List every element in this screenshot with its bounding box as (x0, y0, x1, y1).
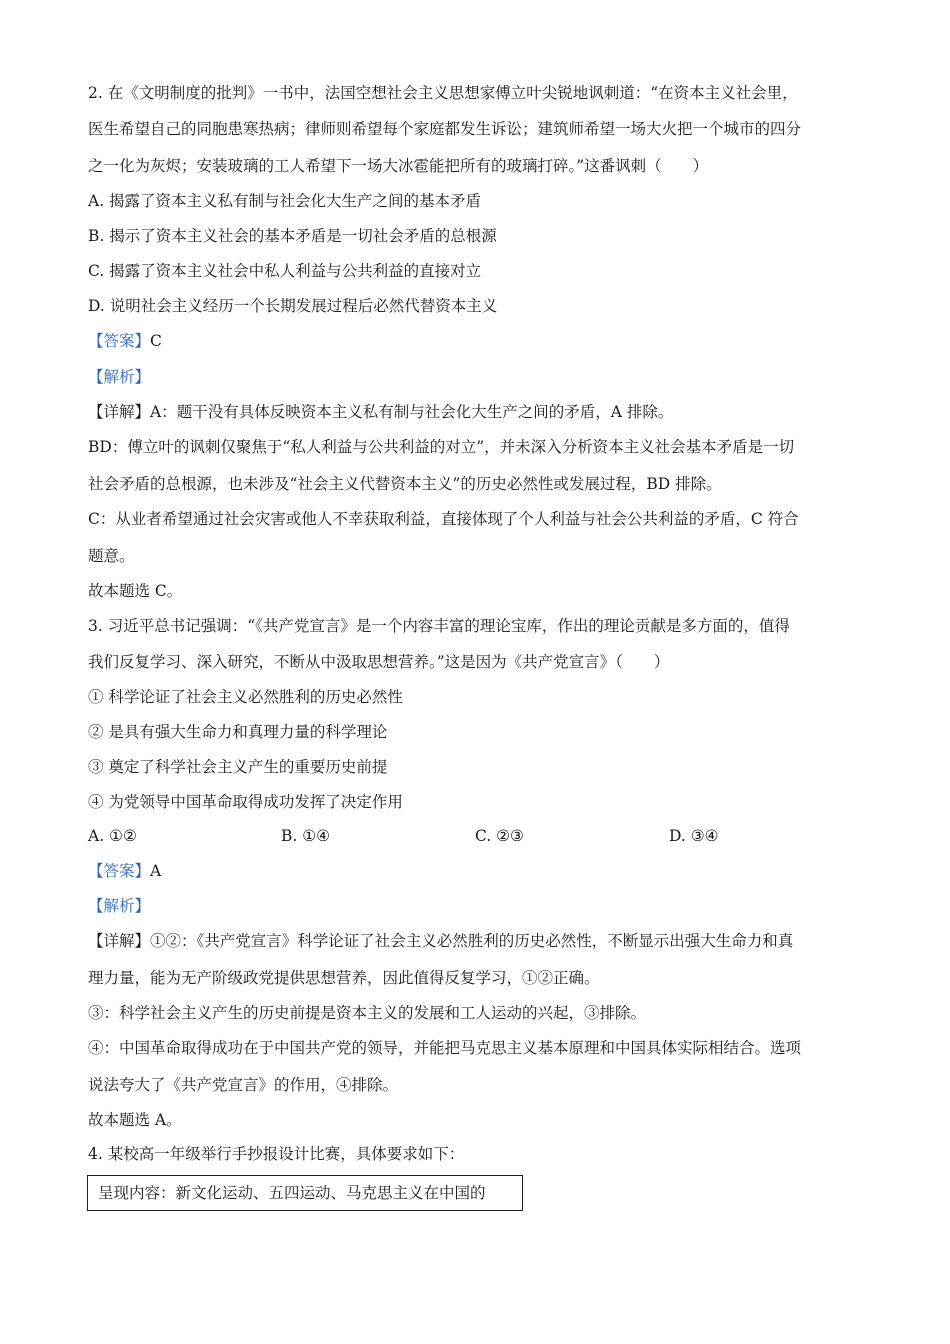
q4-box-text: 呈现内容：新文化运动、五四运动、马克思主义在中国的 (98, 1184, 486, 1202)
q2-stem-line-3: 之一化为灰烬；安装玻璃的工人希望下一场大冰雹能把所有的玻璃打碎。”这番讽刺（ ） (88, 157, 709, 175)
q4-requirements-box (87, 1175, 523, 1211)
q2-detail-line-4: C：从业者希望通过社会灾害或他人不幸获取利益，直接体现了个人利益与社会公共利益的矛盾，C 符合 (88, 510, 799, 528)
q2-stem-line-2: 医生希望自己的同胞患寒热病；律师则希望每个家庭都发生诉讼；建筑师希望一场大火把一个城市的四分 (88, 120, 802, 138)
q2-stem-line-1: 2. 在《文明制度的批判》一书中，法国空想社会主义思想家傅立叶尖锐地讽刺道：“在资本主义社会里， (88, 84, 798, 102)
q2-answer (88, 331, 162, 351)
detail-tag: 【详解】 (88, 932, 151, 950)
q3-stem-line-2: 我们反复学习、深入研究，不断从中汲取思想营养。”这是因为《共产党宣言》（ ） (88, 653, 670, 671)
q2-detail-line-3: 社会矛盾的总根源，也未涉及“社会主义代替资本主义”的历史必然性或发展过程，BD 排除。 (88, 475, 722, 493)
q2-detail-line-2: BD：傅立叶的讽刺仅聚焦于“私人利益与公共利益的对立”，并未深入分析资本主义社会基本矛盾是一切 (88, 438, 795, 456)
q3-choice-d: D. ③④ (669, 827, 719, 845)
q3-choice-a: A. ①② (88, 827, 137, 845)
q2-analysis-tag: 【解析】 (88, 368, 151, 386)
q3-choice-b: B. ①④ (281, 827, 331, 845)
q3-item-1: ① 科学论证了社会主义必然胜利的历史必然性 (88, 688, 403, 706)
q2-conclusion: 故本题选 C。 (88, 582, 183, 600)
answer-tag: 【答案】 (88, 862, 151, 880)
q3-stem-line-1: 3. 习近平总书记强调：“《共产党宣言》是一个内容丰富的理论宝库，作出的理论贡献是多方面的，值得 (88, 617, 790, 635)
q3-analysis-tag: 【解析】 (88, 897, 151, 915)
q3-item-2: ② 是具有强大生命力和真理力量的科学理论 (88, 723, 388, 741)
answer-tag: 【答案】 (88, 332, 151, 350)
q2-detail-line-5: 题意。 (88, 547, 135, 565)
q2-option-d: D. 说明社会主义经历一个长期发展过程后必然代替资本主义 (88, 297, 498, 315)
q3-item-3: ③ 奠定了科学社会主义产生的重要历史前提 (88, 758, 388, 776)
q3-item-4: ④ 为党领导中国革命取得成功发挥了决定作用 (88, 793, 403, 811)
q3-detail-line-5: 说法夸大了《共产党宣言》的作用，④排除。 (88, 1076, 399, 1094)
detail-text: ①②：《共产党宣言》科学论证了社会主义必然胜利的历史必然性，不断显示出强大生命力和真 (150, 932, 794, 950)
q3-detail-line-1 (88, 931, 793, 951)
q2-option-c: C. 揭露了资本主义社会中私人利益与公共利益的直接对立 (88, 262, 482, 280)
q2-option-b: B. 揭示了资本主义社会的基本矛盾是一切社会矛盾的总根源 (88, 227, 497, 245)
detail-text: A：题干没有具体反映资本主义私有制与社会化大生产之间的矛盾，A 排除。 (150, 403, 674, 421)
answer-value: A (150, 862, 162, 880)
q3-detail-line-2: 理力量，能为无产阶级政党提供思想营养，因此值得反复学习，①②正确。 (88, 969, 600, 987)
q3-answer (88, 861, 161, 881)
q2-detail-line-1 (88, 402, 673, 422)
q3-conclusion: 故本题选 A。 (88, 1111, 182, 1129)
q3-choice-c: C. ②③ (475, 827, 524, 845)
q3-detail-line-4: ④：中国革命取得成功在于中国共产党的领导，并能把马克思主义基本原理和中国具体实际相结合。选项 (88, 1039, 802, 1057)
q4-stem: 4. 某校高一年级举行手抄报设计比赛，具体要求如下： (88, 1145, 465, 1163)
q3-detail-line-3: ③：科学社会主义产生的历史前提是资本主义的发展和工人运动的兴起，③排除。 (88, 1004, 647, 1022)
detail-tag: 【详解】 (88, 403, 151, 421)
answer-value: C (150, 332, 162, 350)
q2-option-a: A. 揭露了资本主义私有制与社会化大生产之间的基本矛盾 (88, 192, 482, 210)
